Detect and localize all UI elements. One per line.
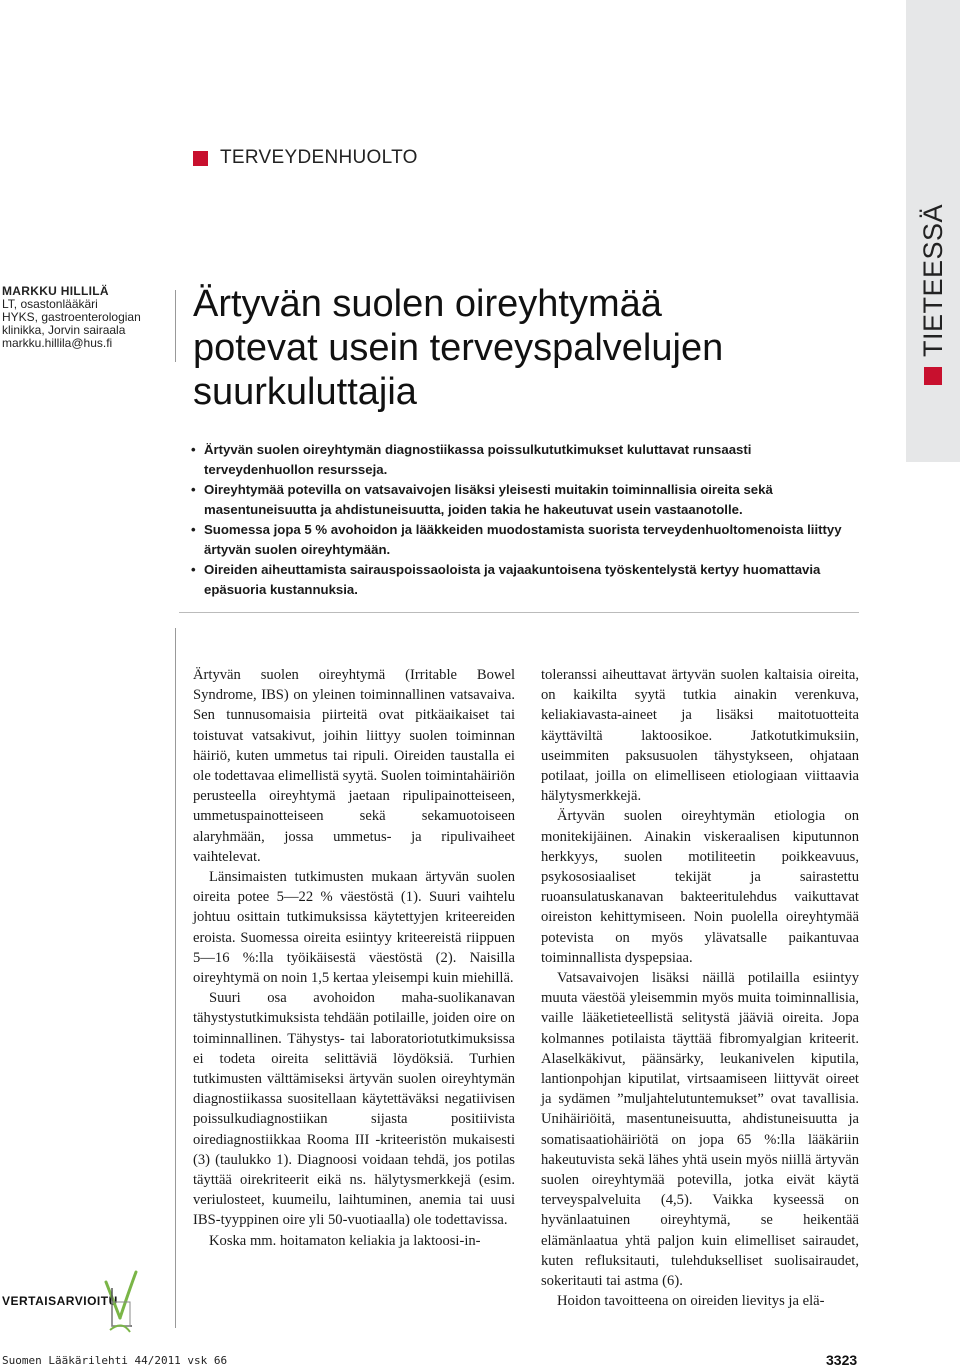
title-line: suurkuluttajia: [193, 371, 417, 413]
peer-review-check-icon: [100, 1268, 150, 1334]
section-label: [193, 147, 418, 169]
paragraph: Koska mm. hoitamaton keliakia ja laktoosi-in-: [209, 1232, 481, 1249]
vertical-divider: [175, 290, 176, 362]
key-point: • Suomessa jopa 5 % avohoidon ja lääkkeiden muodostamista suorista terveydenhuoltomenoista liittyy ärtyvän suolen oireyhtymään.: [190, 520, 858, 560]
paragraph: toleranssi aiheuttavat ärtyvän suolen kaltaisia oireita, on kaikilta syytä tutkia ainakin verenkuva, keliakiavasta-aineet ja lisäksi maitotuotteita käyttäviltä laktoosikoe. Jatkotutkimuksiin, useimmiten paksusuolen tähystykseen, ohjataan potilaat, joilla on elimelliseen etiologiaan viittaavia hälytysmerkkejä.: [541, 667, 859, 805]
author-name: MARKKU HILLILÄ: [2, 284, 109, 298]
body-column-left: [193, 665, 515, 1251]
author-line: HYKS, gastroenterologian: [2, 310, 141, 324]
author-email[interactable]: markku.hillila@hus.fi: [2, 336, 113, 350]
horizontal-divider: [179, 612, 859, 613]
author-info: [2, 285, 162, 350]
key-point: • Ärtyvän suolen oireyhtymän diagnostiikassa poissulkututkimukset kuluttavat runsaasti terveydenhuollon resursseja.: [190, 440, 858, 480]
peer-review-label: VERTAISARVIOITU: [2, 1294, 118, 1308]
section-label-text: TERVEYDENHUOLTO: [220, 147, 418, 168]
red-square-icon: [193, 151, 208, 166]
page-number: 3323: [826, 1352, 858, 1368]
author-line: LT, osastonlääkäri: [2, 297, 98, 311]
side-tab: [906, 0, 960, 462]
body-column-right: [541, 665, 859, 1312]
paragraph: Hoidon tavoitteena on oireiden lievitys ja elä-: [557, 1293, 825, 1310]
key-points: [190, 440, 858, 600]
footer-journal: Suomen Lääkärilehti 44/2011 vsk 66: [2, 1354, 228, 1367]
title-line: potevat usein terveyspalvelujen: [193, 327, 724, 369]
author-line: klinikka, Jorvin sairaala: [2, 323, 126, 337]
paragraph: Vatsavaivojen lisäksi näillä potilailla esiintyy muuta väestöä yleisemmin myös muita toiminnallisia, vaille lääketieteellistä selitystä jääviä oireita. Jopa kolmannes potilaista täyttää fibromyalgian kriteerit. Alaselkäkivut, päänsärky, leukanivelen kiputila, lantionpohjan kiputilat, virtsaamiseen liittyvät oireet ja sydämen ”muljahtelutuntemukset” ovat tavallisia. Unihäiriöitä, masentuneisuutta, ahdistuneisuutta ja somatisaatiohäiriötä on jopa 65 %:lla lääkäriin hakeutuvista sekä lähes yhtä usein myös niillä ärtyvän suolen oireyhtymää potevilla, jotka eivät käytä terveyspalveluita (4,5). Vaikka kyseessä on hyvänlaatuinen oireyhtymä, se heikentää elämänlaatua yhtä paljon kuin elimelliset sairaudet, kuten refluksitauti, tulehdukselliset suolisairaudet, sokeritauti tai astma (6).: [541, 970, 859, 1290]
key-point: • Oireiden aiheuttamista sairauspoissaoloista ja vajaakuntoisena työskentelystä kertyy huomattavia epäsuoria kustannuksia.: [190, 560, 858, 600]
article-title: [193, 282, 873, 414]
key-point: • Oireyhtymää potevilla on vatsavaivojen lisäksi yleisesti muitakin toiminnallisia oireita sekä masentuneisuutta ja ahdistuneisuutta, joiden takia he hakeutuvat usein vastaanotolle.: [190, 480, 858, 520]
paragraph: Länsimaisten tutkimusten mukaan ärtyvän suolen oireita potee 5—22 % väestöstä (1). Suuri vaihtelu johtuu osittain tutkimuksissa käytettyjen kriteereiden eroista. Suomessa oireita esiintyy kriteereistä riippuen 5—16 %:lla työikäisestä väestöstä (2). Naisilla oireyhtymä on noin 1,5 kertaa yleisempi kuin miehillä.: [193, 869, 515, 987]
title-line: Ärtyvän suolen oireyhtymää: [193, 283, 662, 325]
paragraph: Ärtyvän suolen oireyhtymän etiologia on monitekijäinen. Ainakin viskeraalisen kiputunnon herkkyys, suolen motiliteetin poikkeavuus, psykososiaaliset tekijät ja sairastettu ruoansulatuskanavan bakteeritulehdus vaikuttavat oireiston kehittymiseen. Noin puolella oireyhtymää potevista on myös ylävatsalle paikantuvaa toiminnallista dyspepsiaa.: [541, 808, 859, 966]
peer-review-badge: [2, 1268, 172, 1338]
paragraph: Suuri osa avohoidon maha-suolikanavan tähystystutkimuksista tehdään potilaille, joiden oire on toiminnallinen. Tähystys- tai laboratoriotutkimuksissa ei todeta oireita selittäviä löydöksiä. Turhien tutkimusten välttämiseksi ärtyvän suolen oireyhtymän diagnostiikassa suositellaan käytettäväksi negatiivisen poissulkudiagnostiikan sijasta positiivista oirediagnostiikkaa Rooma III -kriteeristön mukaisesti (3) (taulukko 1). Diagnoosi voidaan tehdä, jos potilas täyttää oirekriteerit eikä ns. hälytysmerkkejä (esim. veriulosteet, kuumeilu, laihtuminen, anemia tai uusi IBS-tyyppinen oire yli 50-vuotiaalla) ole todettavissa.: [193, 990, 515, 1229]
paragraph: Ärtyvän suolen oireyhtymä (Irritable Bowel Syndrome, IBS) on yleinen toiminnallinen vatsavaiva. Sen tunnusomaisia piirteitä ovat pitkäaikaiset tai toistuvat vatsakivut, joihin liittyy suolen toiminnan häiriö, kuten ummetus tai ripuli. Oireiden taustalla ei ole todettavaa elimellistä syytä. Suolen toimintahäiriön perusteella oireyhtymä jaetaan ripulipainotteiseen, ummetuspainotteiseen sekä sekamuotoiseen alaryhmään, jossa ummetus- ja ripulivaiheet vaihtelevat.: [193, 667, 515, 865]
vertical-divider: [175, 628, 176, 1328]
red-square-icon: [924, 367, 942, 385]
side-tab-label: TIETEESSÄ: [917, 204, 948, 358]
